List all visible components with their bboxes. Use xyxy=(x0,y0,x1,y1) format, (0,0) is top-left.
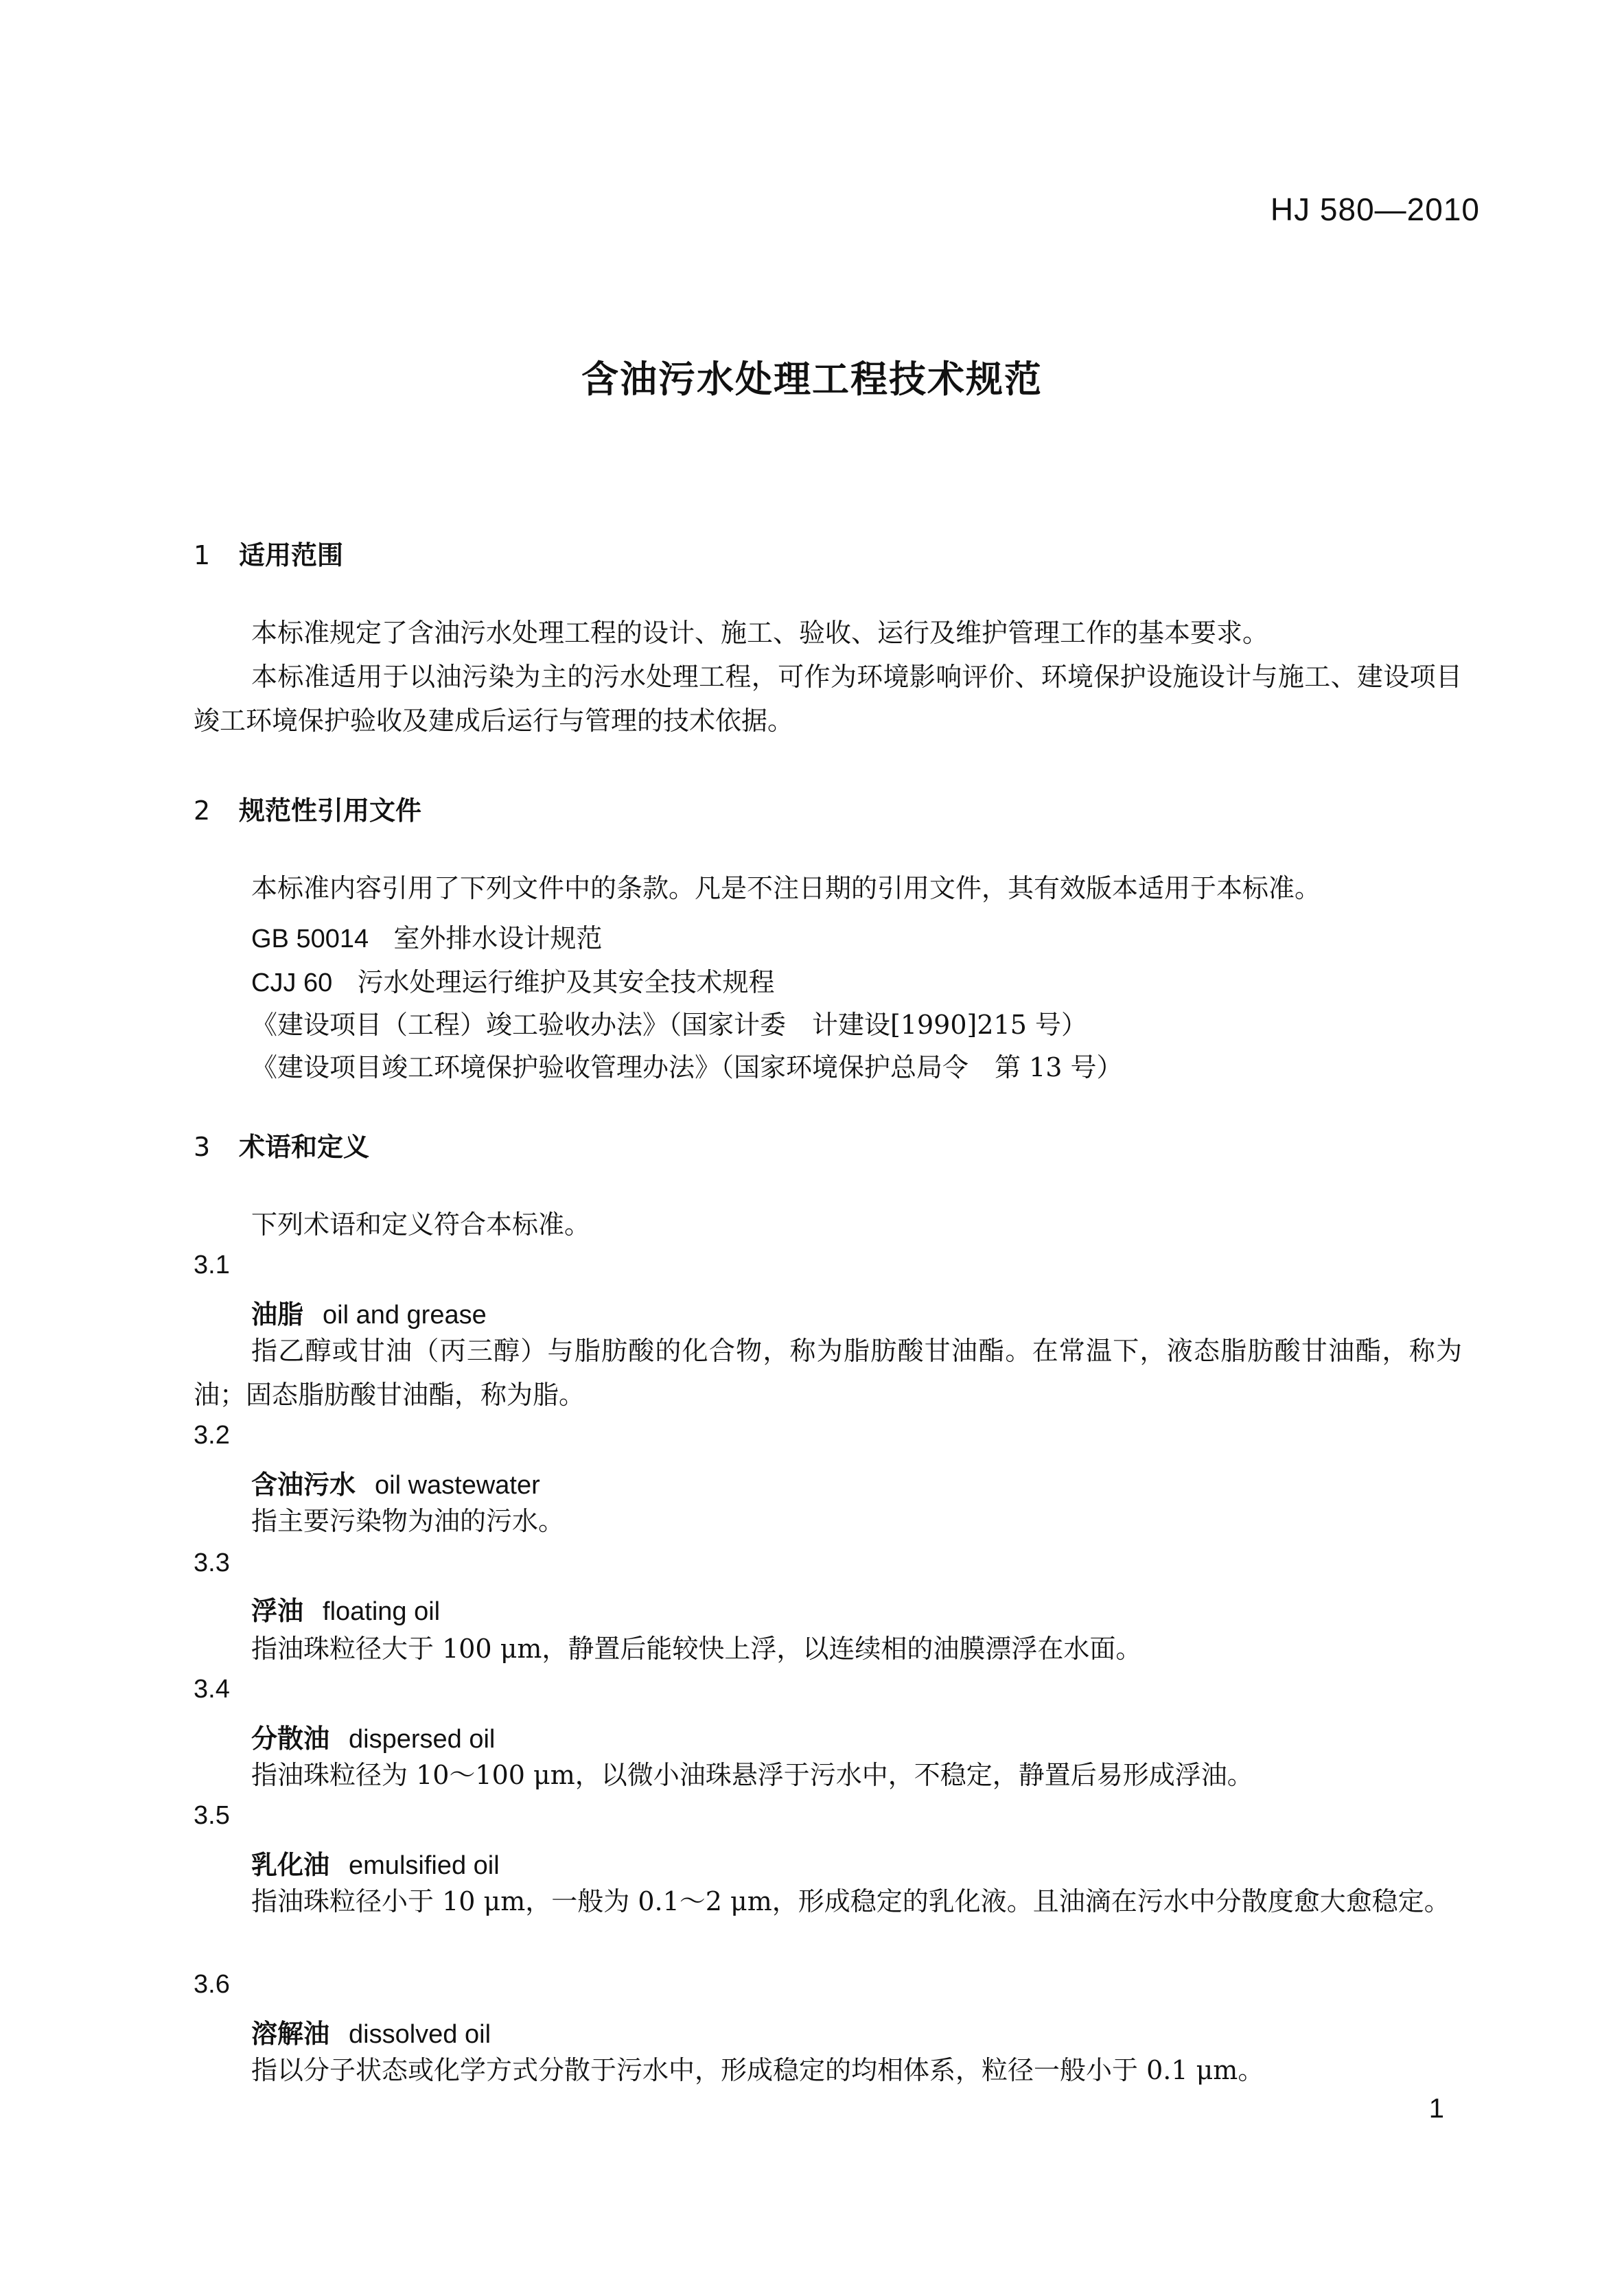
section-title: 术语和定义 xyxy=(239,1132,370,1162)
reference-item xyxy=(251,1046,1123,1084)
reference-code: GB 50014 xyxy=(251,925,369,953)
section-number: 1 xyxy=(194,540,211,570)
term-definition: 指以分子状态或化学方式分散于污水中，形成稳定的均相体系，粒径一般小于 0.1 μm。 xyxy=(251,2055,1264,2085)
term-heading xyxy=(251,1463,540,1501)
reference-title: 室外排水设计规范 xyxy=(393,923,603,953)
page-number: 1 xyxy=(1428,2094,1444,2124)
term-chinese: 分散油 xyxy=(251,1724,330,1754)
term-chinese: 浮油 xyxy=(251,1596,304,1626)
term-chinese: 油脂 xyxy=(251,1299,304,1330)
term-english: dissolved oil xyxy=(349,2020,491,2049)
section-number: 3 xyxy=(194,1132,211,1162)
term-definition: 指油珠粒径小于 10 μm，一般为 0.1～2 μm，形成稳定的乳化液。且油滴在污水中分散度愈大愈稳定。 xyxy=(251,1886,1450,1916)
term-english: dispersed oil xyxy=(349,1725,496,1754)
reference-code: CJJ 60 xyxy=(251,969,333,997)
term-heading xyxy=(251,2013,491,2050)
term-heading xyxy=(251,1844,500,1881)
term-number: 3.5 xyxy=(194,1801,230,1830)
section-title: 适用范围 xyxy=(239,540,344,570)
term-english: oil wastewater xyxy=(375,1471,540,1500)
term-number: 3.1 xyxy=(194,1251,230,1279)
reference-title: 《建设项目（工程）竣工验收办法》（国家计委 计建设[1990]215 号） xyxy=(251,1010,1087,1040)
term-number: 3.4 xyxy=(194,1675,230,1704)
term-definition: 指油珠粒径为 10～100 μm，以微小油珠悬浮于污水中，不稳定，静置后易形成浮油。 xyxy=(251,1760,1253,1790)
standard-code: HJ 580—2010 xyxy=(1270,192,1480,227)
term-english: floating oil xyxy=(323,1597,441,1626)
term-chinese: 乳化油 xyxy=(251,1850,330,1880)
term-chinese: 溶解油 xyxy=(251,2019,330,2049)
term-heading xyxy=(251,1293,487,1331)
section-1-paragraph-2: 本标准适用于以油污染为主的污水处理工程，可作为环境影响评价、环境保护设施设计与施工、建设项目竣工环境保护验收及建成后运行与管理的技术依据。 xyxy=(194,662,1462,736)
page-title: 含油污水处理工程技术规范 xyxy=(581,358,1043,401)
reference-item xyxy=(251,1004,1087,1041)
term-number: 3.6 xyxy=(194,1970,230,1999)
section-1-heading xyxy=(194,534,343,572)
term-definition: 指乙醇或甘油（丙三醇）与脂肪酸的化合物，称为脂肪酸甘油酯。在常温下，液态脂肪酸甘油酯，称为油；固态脂肪酸甘油酯，称为脂。 xyxy=(194,1336,1462,1410)
section-number: 2 xyxy=(194,796,211,826)
reference-item xyxy=(251,961,775,999)
term-definition: 指油珠粒径大于 100 μm，静置后能较快上浮，以连续相的油膜漂浮在水面。 xyxy=(251,1634,1142,1664)
term-chinese: 含油污水 xyxy=(251,1470,356,1500)
reference-item xyxy=(251,917,602,955)
term-heading xyxy=(251,1717,495,1755)
term-english: emulsified oil xyxy=(349,1851,500,1880)
term-definition: 指主要污染物为油的污水。 xyxy=(251,1506,565,1536)
term-english: oil and grease xyxy=(323,1301,487,1330)
reference-title: 污水处理运行维护及其安全技术规程 xyxy=(357,967,775,997)
reference-title: 《建设项目竣工环境保护验收管理办法》（国家环境保护总局令 第 13 号） xyxy=(251,1052,1123,1082)
section-title: 规范性引用文件 xyxy=(239,796,422,826)
section-1-paragraph-1: 本标准规定了含油污水处理工程的设计、施工、验收、运行及维护管理工作的基本要求。 xyxy=(251,618,1269,648)
section-3-heading xyxy=(194,1126,369,1163)
term-number: 3.2 xyxy=(194,1421,230,1450)
section-2-intro: 本标准内容引用了下列文件中的条款。凡是不注日期的引用文件，其有效版本适用于本标准。 xyxy=(251,873,1321,903)
term-number: 3.3 xyxy=(194,1549,230,1577)
section-3-intro: 下列术语和定义符合本标准。 xyxy=(251,1209,591,1240)
term-heading xyxy=(251,1590,440,1627)
section-2-heading xyxy=(194,789,421,827)
